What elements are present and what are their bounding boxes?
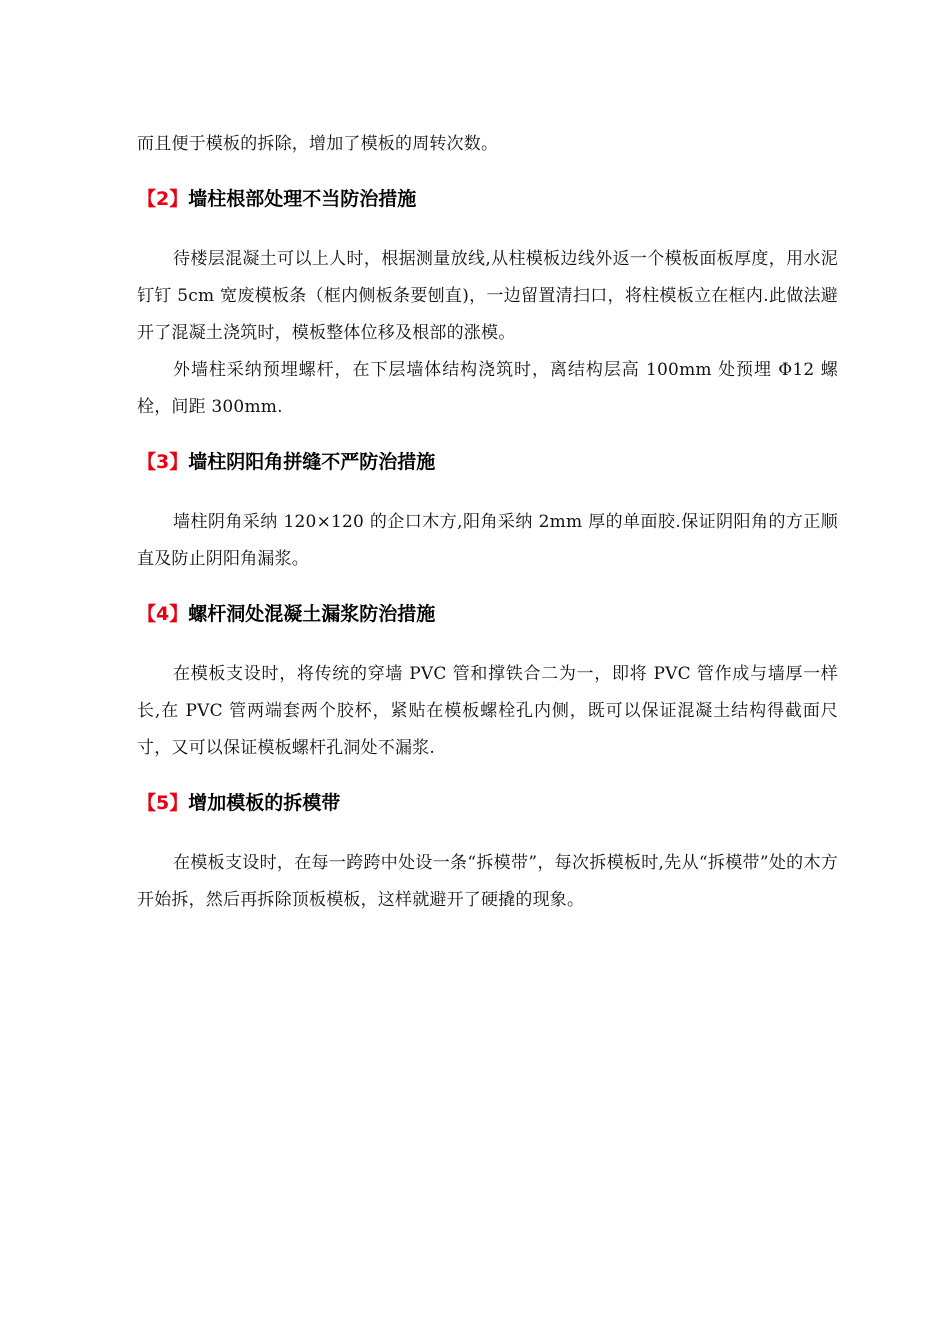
section-number: 【5】 — [137, 792, 189, 814]
paragraph: 墙柱阴角采纳 120×120 的企口木方,阳角采纳 2mm 厚的单面胶.保证阴阳角的方正顺直及防止阴阳角漏浆。 — [137, 512, 838, 569]
section-number: 【2】 — [137, 188, 189, 210]
section-number: 【4】 — [137, 603, 189, 625]
paragraph: 在模板支设时，将传统的穿墙 PVC 管和撑铁合二为一，即将 PVC 管作成与墙厚一样长,在 PVC 管两端套两个胶杯，紧贴在模板螺栓孔内侧，既可以保证混凝土结构得截面尺寸，又可以保证模板螺杆孔洞处不漏浆. — [137, 664, 838, 758]
paragraph: 外墙柱采纳预埋螺杆，在下层墙体结构浇筑时，离结构层高 100mm 处预埋 Φ12 螺栓，间距 300mm. — [137, 360, 838, 417]
section-heading-3 — [137, 448, 838, 476]
section-title: 墙柱根部处理不当防治措施 — [188, 188, 417, 210]
section-title: 墙柱阴阳角拼缝不严防治措施 — [188, 451, 436, 473]
section-title: 螺杆洞处混凝土漏浆防治措施 — [188, 603, 436, 625]
section-title: 增加模板的拆模带 — [188, 792, 341, 814]
section-heading-4 — [137, 600, 838, 628]
section-heading-2 — [137, 185, 838, 213]
paragraph: 在模板支设时，在每一跨跨中处设一条“拆模带”，每次拆模板时,先从“拆模带”处的木方开始拆，然后再拆除顶板模板，这样就避开了硬撬的现象。 — [137, 853, 838, 910]
section-heading-5 — [137, 789, 838, 817]
intro-paragraph: 而且便于模板的拆除，增加了模板的周转次数。 — [137, 134, 499, 154]
paragraph: 待楼层混凝土可以上人时，根据测量放线,从柱模板边线外返一个模板面板厚度，用水泥钉钉 5cm 宽废模板条（框内侧板条要刨直)，一边留置清扫口，将柱模板立在框内.此做法避开了混凝土浇筑时，模板整体位移及根部的涨模。 — [137, 249, 838, 343]
section-number: 【3】 — [137, 451, 189, 473]
